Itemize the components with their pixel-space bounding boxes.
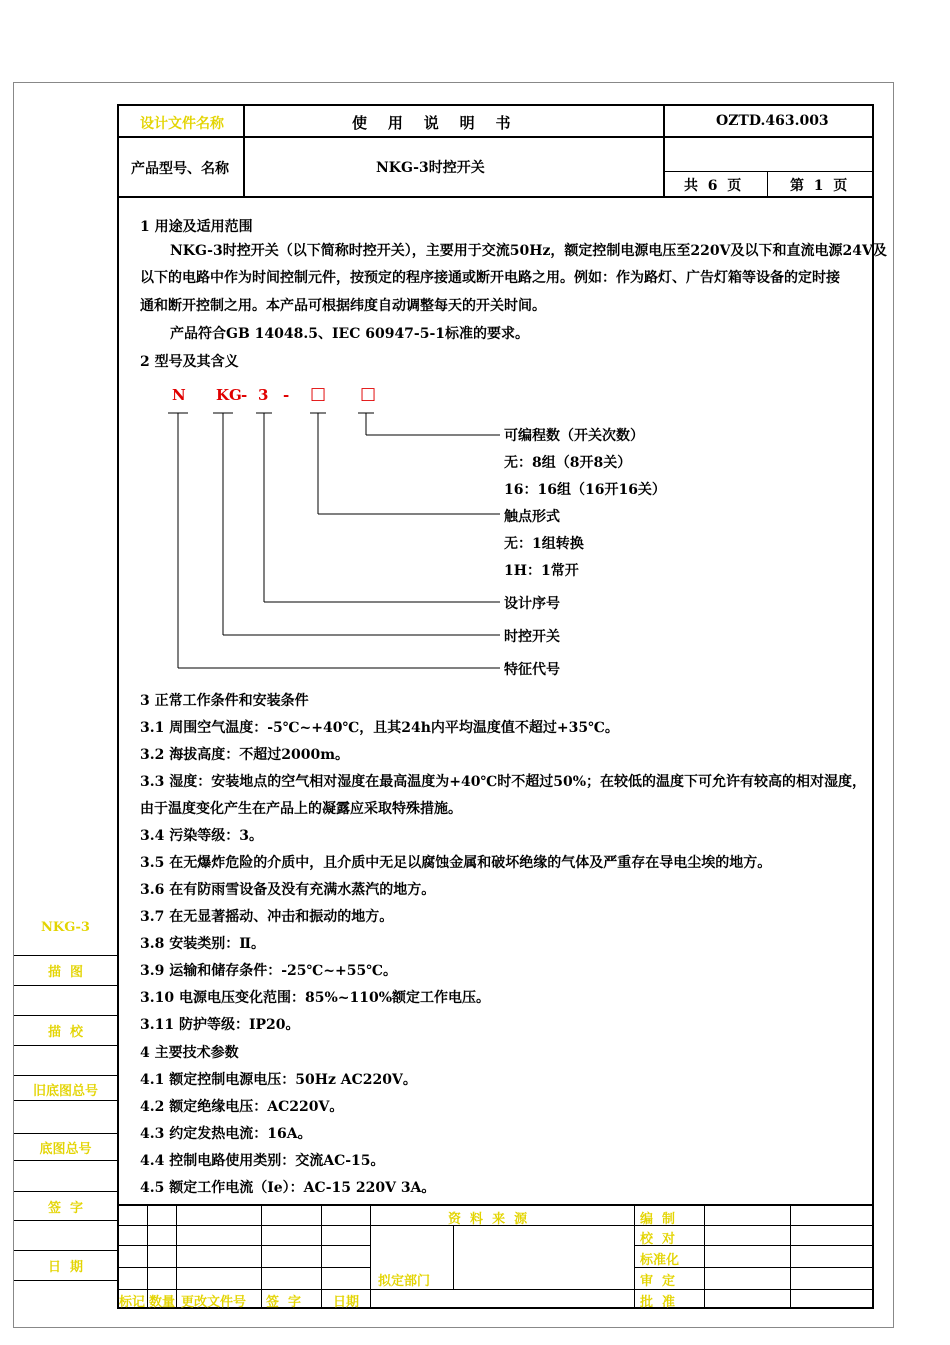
- model-code-dash: -: [241, 386, 248, 404]
- title-block-row: [117, 1289, 874, 1290]
- condition-line: 3.11 防护等级：IP20。: [140, 1017, 300, 1033]
- condition-line: 3.1 周围空气温度：-5℃~+40℃，且其24h内平均温度值不超过+35℃。: [140, 720, 619, 736]
- title-block-col: [321, 1205, 322, 1309]
- model-code-n: N: [172, 386, 186, 404]
- condition-line: 3.6 在有防雨雪设备及没有充满水蒸汽的地方。: [140, 882, 436, 898]
- sidebar-base-no: 底图总号: [39, 1142, 92, 1157]
- condition-line: 3.5 在无爆炸危险的介质中，且介质中无足以腐蚀金属和破坏绝缘的气体及严重存在导电尘埃的地方。: [140, 855, 772, 871]
- title-block-row: [117, 1225, 370, 1226]
- data-source-label: 资 料 来 源: [448, 1212, 528, 1227]
- condition-line: 3.8 安装类别：Ⅱ。: [140, 936, 266, 952]
- sidebar-line: [14, 1133, 117, 1134]
- title-block-col: [704, 1205, 705, 1309]
- sidebar-line: [14, 1250, 117, 1251]
- sidebar-drawn: 描 图: [47, 965, 84, 980]
- sidebar-date: 日 期: [47, 1260, 84, 1275]
- sidebar-model: NKG-3: [41, 920, 90, 935]
- title-block-col: [370, 1205, 371, 1309]
- diagram-label-program-count: 可编程数（开关次数）: [504, 428, 644, 444]
- sidebar-sign: 签 字: [47, 1201, 84, 1216]
- sidebar-line: [14, 1220, 117, 1221]
- sidebar-traced: 描 校: [47, 1025, 84, 1040]
- parameter-line: 4.4 控制电路使用类别：交流AC-15。: [140, 1153, 385, 1169]
- section-4-title: 4 主要技术参数: [140, 1045, 239, 1061]
- diagram-label-contact-form: 触点形式: [504, 509, 560, 525]
- count-column-label: 数量: [149, 1295, 176, 1310]
- condition-line: 3.4 污染等级：3。: [140, 828, 263, 844]
- condition-line: 3.7 在无显著摇动、冲击和振动的地方。: [140, 909, 394, 925]
- sign-column-label: 签 字: [266, 1295, 302, 1310]
- total-pages: 共 6 页: [684, 178, 742, 194]
- title-block-col: [453, 1225, 454, 1289]
- diagram-label-option: 16：16组（16开16关）: [504, 482, 666, 498]
- sidebar-line: [14, 1015, 117, 1016]
- checked-label: 校 对: [640, 1232, 676, 1247]
- condition-line: 3.10 电源电压变化范围：85%~110%额定工作电压。: [140, 990, 491, 1006]
- condition-line: 由于温度变化产生在产品上的凝露应采取特殊措施。: [140, 801, 462, 817]
- parameter-line: 4.2 额定绝缘电压：AC220V。: [140, 1099, 344, 1115]
- page-number: 第 1 页: [790, 178, 848, 194]
- section-2-title: 2 型号及其含义: [140, 354, 239, 370]
- diagram-label-time-switch: 时控开关: [504, 629, 560, 645]
- title-block-col: [790, 1205, 791, 1309]
- model-code-box-program: □: [360, 384, 377, 404]
- drafting-dept-label: 拟定部门: [378, 1274, 431, 1289]
- model-code-kg: KG: [216, 386, 242, 404]
- product-name: NKG-3时控开关: [376, 160, 485, 176]
- mark-column-label: 标记: [119, 1295, 146, 1310]
- parameter-line: 4.3 约定发热电流：16A。: [140, 1126, 312, 1142]
- design-file-name-label: 设计文件名称: [140, 116, 224, 132]
- sidebar-line: [14, 955, 117, 956]
- section-1-paragraph-line: 通和断开控制之用。本产品可根据纬度自动调整每天的开关时间。: [140, 298, 546, 314]
- diagram-label-design-seq: 设计序号: [504, 596, 560, 612]
- parameter-line: 4.1 额定控制电源电压：50Hz AC220V。: [140, 1072, 417, 1088]
- diagram-label-feature-code: 特征代号: [504, 662, 560, 678]
- section-1-paragraph-line: NKG-3时控开关（以下简称时控开关），主要用于交流50Hz，额定控制电源电压至220V及以下和直流电源24V及: [170, 243, 887, 259]
- sidebar-line: [14, 1191, 117, 1192]
- sidebar-line: [14, 1100, 117, 1101]
- condition-line: 3 正常工作条件和安装条件: [140, 693, 309, 709]
- title-block-row: [117, 1245, 370, 1246]
- document-type-title: 使 用 说 明 书: [352, 114, 511, 132]
- document-code: OZTD.463.003: [716, 113, 829, 129]
- sidebar-old-base-no: 旧底图总号: [32, 1084, 98, 1099]
- sidebar-line: [14, 1075, 117, 1076]
- title-block-col: [176, 1205, 177, 1309]
- sidebar-line: [14, 985, 117, 986]
- model-code-dash: -: [283, 386, 290, 404]
- diagram-label-option: 1H：1常开: [504, 563, 579, 579]
- diagram-label-option: 无：8组（8开8关）: [504, 455, 632, 471]
- condition-line: 3.2 海拔高度：不超过2000m。: [140, 747, 350, 763]
- approved-label: 批 准: [640, 1295, 676, 1310]
- reviewed-label: 审 定: [640, 1274, 676, 1289]
- standards-line: 产品符合GB 14048.5、IEC 60947-5-1标准的要求。: [170, 326, 530, 342]
- section-1-paragraph-line: 以下的电路中作为时间控制元件，按预定的程序接通或断开电路之用。例如：作为路灯、广告灯箱等设备的定时接: [140, 270, 840, 286]
- date-column-label: 日期: [333, 1295, 360, 1310]
- sidebar-line: [14, 1160, 117, 1161]
- title-block-col: [261, 1205, 262, 1309]
- condition-line: 3.3 湿度：安装地点的空气相对湿度在最高温度为+40℃时不超过50%；在较低的温度下可允许有较高的相对湿度，: [140, 774, 867, 790]
- change-doc-column-label: 更改文件号: [181, 1295, 247, 1310]
- sidebar-line: [14, 1045, 117, 1046]
- condition-line: 3.9 运输和储存条件：-25℃~+55℃。: [140, 963, 398, 979]
- product-label: 产品型号、名称: [131, 161, 229, 177]
- title-block-col: [147, 1205, 148, 1309]
- title-block-row: [117, 1267, 370, 1268]
- model-code-3: 3: [258, 386, 269, 404]
- prepared-label: 编 制: [640, 1212, 676, 1227]
- parameter-line: 4.5 额定工作电流（Ie）：AC-15 220V 3A。: [140, 1180, 436, 1196]
- title-block-col: [634, 1205, 635, 1309]
- title-block-top: [117, 1204, 874, 1206]
- standardization-label: 标准化: [640, 1253, 680, 1268]
- sidebar-line: [14, 1280, 117, 1281]
- section-1-title: 1 用途及适用范围: [140, 219, 253, 235]
- model-code-box-contact: □: [310, 384, 327, 404]
- diagram-label-option: 无：1组转换: [504, 536, 584, 552]
